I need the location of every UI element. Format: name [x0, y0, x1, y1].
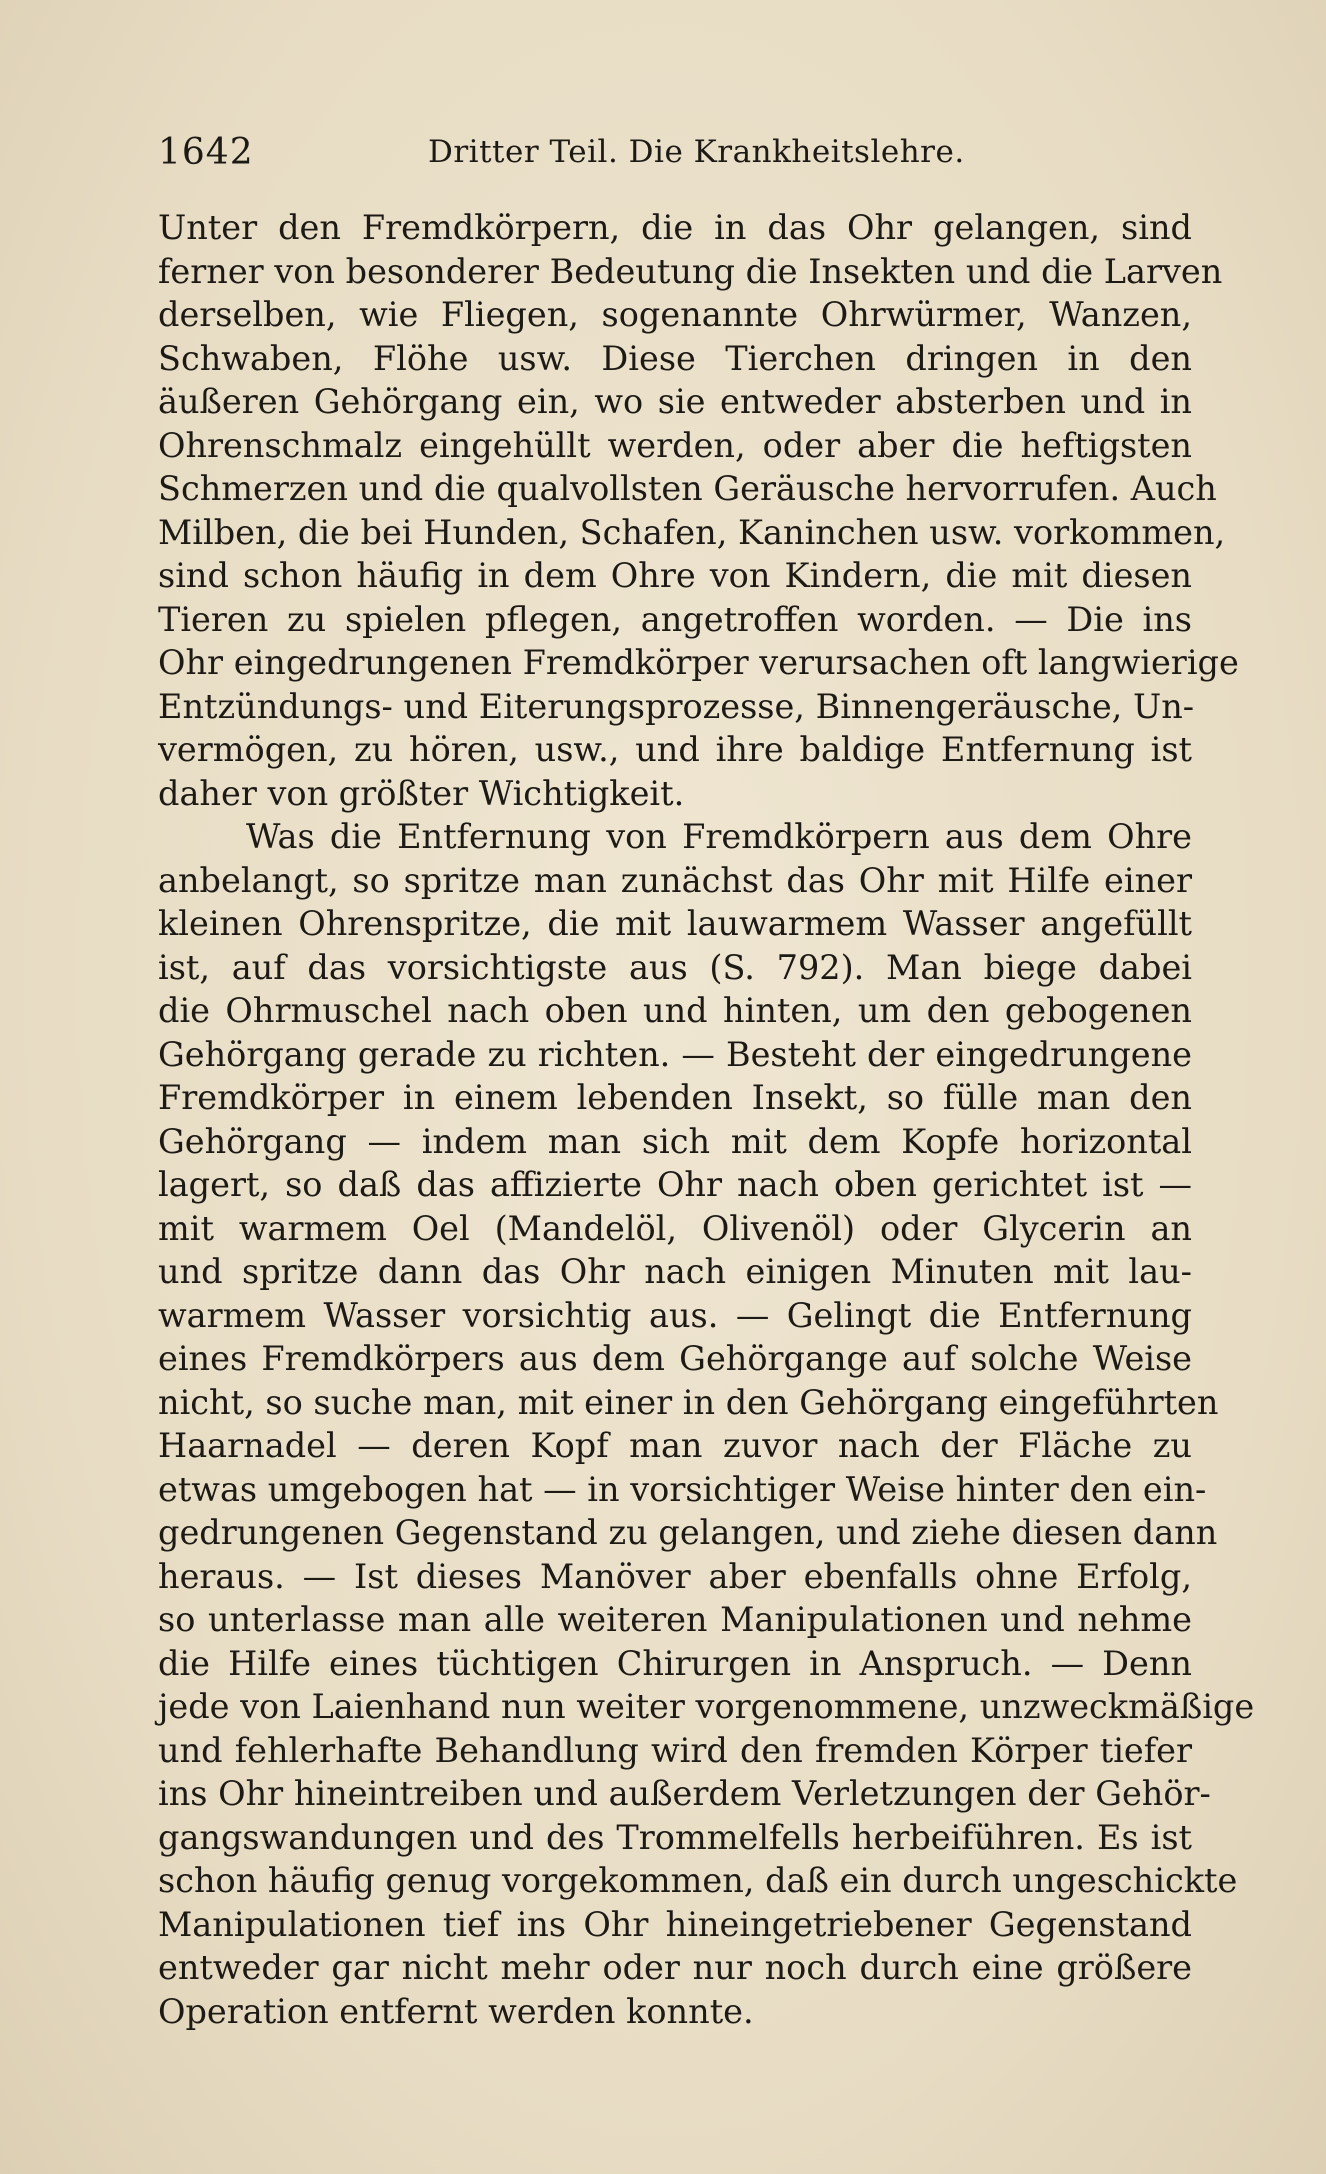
text-line: Tieren zu spielen pflegen, angetroffen worden. — Die ins — [158, 599, 1192, 639]
text-line: Gehörgang gerade zu richten. — Besteht der eingedrungene — [158, 1034, 1192, 1074]
text-line: mit warmem Oel (Mandelöl, Olivenöl) oder Glycerin an — [158, 1208, 1192, 1248]
text-line: Was die Entfernung von Fremdkörpern aus dem Ohre — [246, 817, 1192, 856]
text-line: entweder gar nicht mehr oder nur noch durch eine größere — [158, 1948, 1192, 1987]
text-line: Operation entfernt werden konnte. — [158, 1991, 754, 2031]
text-line: ins Ohr hineintreiben und außerdem Verletzungen der Gehör- — [158, 1774, 1211, 1813]
page-header — [158, 132, 1198, 180]
text-line: und spritze dann das Ohr nach einigen Minuten mit lau- — [158, 1252, 1192, 1291]
text-line: Fremdkörper in einem lebenden Insekt, so fülle man den — [158, 1078, 1192, 1117]
text-line: jede von Laienhand nun weiter vorgenommene, unzweckmäßige — [158, 1687, 1255, 1726]
text-line: schon häufig genug vorgekommen, daß ein durch ungeschickte — [158, 1861, 1238, 1900]
text-line: daher von größter Wichtigkeit. — [158, 773, 685, 813]
text-line: Milben, die bei Hunden, Schafen, Kaninchen usw. vorkommen, — [158, 512, 1226, 552]
text-line: äußeren Gehörgang ein, wo sie entweder absterben und in — [158, 382, 1192, 421]
text-line: so unterlasse man alle weiteren Manipulationen und nehme — [158, 1600, 1192, 1639]
text-line: heraus. — Ist dieses Manöver aber ebenfalls ohne Erfolg, — [158, 1556, 1192, 1596]
text-line: lagert, so daß das affizierte Ohr nach oben gerichtet ist — — [158, 1165, 1192, 1204]
page-number: 1642 — [158, 132, 254, 173]
text-line: Unter den Fremdkörpern, die in das Ohr gelangen, sind — [158, 208, 1192, 247]
text-line: Entzündungs- und Eiterungsprozesse, Binnengeräusche, Un- — [158, 686, 1195, 726]
text-line: Schwaben, Flöhe usw. Diese Tierchen dringen in den — [158, 338, 1192, 378]
text-line: die Hilfe eines tüchtigen Chirurgen in Anspruch. — Denn — [158, 1643, 1192, 1683]
text-line: ist, auf das vorsichtigste aus (S. 792). Man biege dabei — [158, 947, 1192, 987]
body-text — [158, 206, 1255, 2033]
text-line: vermögen, zu hören, usw., und ihre baldige Entfernung ist — [158, 730, 1192, 769]
text-line: gangswandungen und des Trommelfells herbeiführen. Es ist — [158, 1817, 1192, 1857]
text-line: Manipulationen tief ins Ohr hineingetriebener Gegenstand — [158, 1904, 1192, 1944]
text-line: derselben, wie Fliegen, sogenannte Ohrwürmer, Wanzen, — [158, 295, 1192, 334]
text-line: die Ohrmuschel nach oben und hinten, um den gebogenen — [158, 991, 1192, 1030]
text-line: Haarnadel — deren Kopf man zuvor nach der Fläche zu — [158, 1426, 1192, 1465]
text-line: warmem Wasser vorsichtig aus. — Gelingt die Entfernung — [158, 1295, 1192, 1335]
text-line: sind schon häufig in dem Ohre von Kindern, die mit diesen — [158, 556, 1192, 595]
text-line: etwas umgebogen hat — in vorsichtiger Weise hinter den ein- — [158, 1469, 1207, 1509]
text-line: Schmerzen und die qualvollsten Geräusche hervorrufen. Auch — [158, 469, 1217, 508]
text-line: nicht, so suche man, mit einer in den Gehörgang eingeführten — [158, 1382, 1219, 1422]
text-line: Ohrenschmalz eingehüllt werden, oder aber die heftigsten — [158, 425, 1192, 465]
text-line: Ohr eingedrungenen Fremdkörper verursachen oft langwierige — [158, 643, 1239, 682]
text-line: und fehlerhafte Behandlung wird den fremden Körper tiefer — [158, 1730, 1192, 1770]
text-line: ferner von besonderer Bedeutung die Insekten und die Larven — [158, 251, 1223, 291]
running-head: Dritter Teil. Die Krankheitslehre. — [428, 134, 965, 170]
text-line: eines Fremdkörpers aus dem Gehörgange auf solche Weise — [158, 1339, 1192, 1378]
text-line: anbelangt, so spritze man zunächst das Ohr mit Hilfe einer — [158, 860, 1192, 900]
text-line: kleinen Ohrenspritze, die mit lauwarmem Wasser angefüllt — [158, 904, 1192, 943]
text-line: gedrungenen Gegenstand zu gelangen, und ziehe diesen dann — [158, 1513, 1218, 1552]
text-line: Gehörgang — indem man sich mit dem Kopfe horizontal — [158, 1121, 1192, 1161]
